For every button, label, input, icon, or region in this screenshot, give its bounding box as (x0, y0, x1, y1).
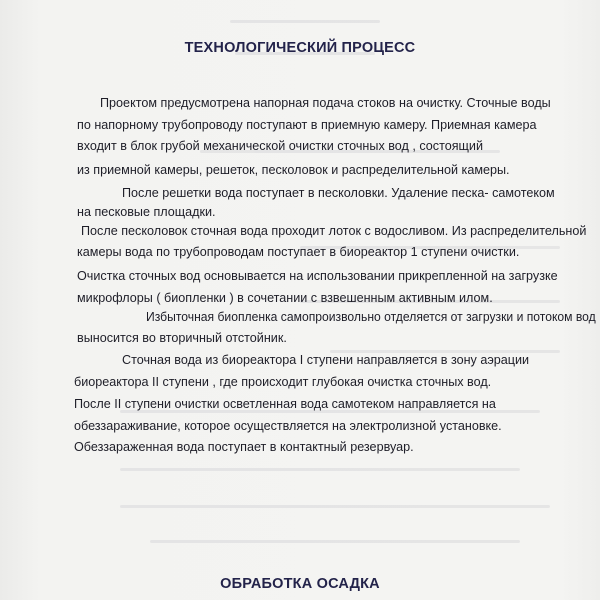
paragraph-line: обеззараживание, которое осуществляется на электролизной установке. (74, 419, 502, 433)
section-title: ТЕХНОЛОГИЧЕСКИЙ ПРОЦЕСС (184, 40, 416, 56)
paragraph-line: микрофлоры ( биопленки ) в сочетании с взвешенным активным илом. (77, 291, 493, 305)
paragraph-line: Проектом предусмотрена напорная подача стоков на очистку. Сточные воды (100, 96, 551, 110)
paragraph-line: из приемной камеры, решеток, песколовок и распределительной камеры. (77, 163, 510, 177)
paragraph-line: камеры вода по трубопроводам поступает в биореактор 1 ступени очистки. (77, 245, 520, 259)
paragraph-line: входит в блок грубой механической очистки сточных вод , состоящий (77, 139, 483, 153)
paragraph-line: Сточная вода из биореактора I ступени направляется в зону аэрации (122, 353, 530, 367)
paragraph-line: Очистка сточных вод основывается на использовании прикрепленной на загрузке (77, 269, 558, 283)
paragraph-line: После II ступени очистки осветленная вода самотеком направляется на (74, 397, 496, 411)
paragraph-line: по напорному трубопроводу поступают в приемную камеру. Приемная камера (77, 118, 537, 132)
paragraph-line: выносится во вторичный отстойник. (77, 331, 287, 345)
paragraph-line: на песковые площадки. (77, 205, 216, 219)
paragraph-line: биореактора II ступени , где происходит глубокая очистка сточных вод. (74, 375, 492, 389)
paragraph-line: Избыточная биопленка самопроизвольно отделяется от загрузки и потоком вод (146, 310, 596, 324)
paragraph-line: Обеззараженная вода поступает в контактный резервуар. (74, 440, 414, 454)
next-section-title: ОБРАБОТКА ОСАДКА (220, 576, 380, 592)
paragraph-line: После решетки вода поступает в песколовки. Удаление песка- самотеком (122, 186, 555, 200)
paragraph-line: После песколовок сточная вода проходит лоток с водосливом. Из распределительной (81, 224, 587, 238)
